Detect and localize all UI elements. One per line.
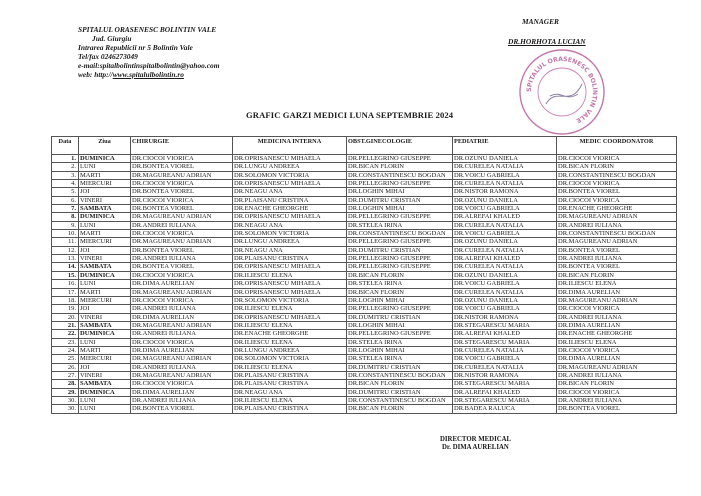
cell-pediatrie: DR.CURELEA NATALIA (453, 263, 557, 271)
cell-obst-ginecologie: DR.PELLEGRINO GIUSEPPE (347, 213, 453, 221)
cell-day: MARTI (79, 230, 131, 238)
cell-pediatrie: DR.STEGARESCU MARIA (453, 380, 557, 388)
table-row (52, 263, 677, 271)
cell-date: 16. (52, 280, 79, 288)
cell-obst-ginecologie: DR.PELLEGRINO GIUSEPPE (347, 238, 453, 246)
cell-pediatrie: DR.VOICU GABRIELA (453, 205, 557, 213)
signature-name: Dr. DIMA AURELIAN (442, 444, 509, 451)
cell-day: MIERCURI (79, 238, 131, 246)
cell-medic-coordonator: DR.CIOCOI VIORICA (557, 388, 677, 396)
cell-medic-coordonator: DR.ENACHE GHEORGHE (557, 330, 677, 338)
table-row (52, 363, 677, 371)
cell-obst-ginecologie: DR.PELLEGRINO GIUSEPPE (347, 330, 453, 338)
cell-date: 5. (52, 188, 79, 196)
table-row (52, 313, 677, 321)
cell-date: 9. (52, 221, 79, 229)
cell-obst-ginecologie: DR.STELEA IRINA (347, 355, 453, 363)
cell-pediatrie: DR.CURELEA NATALIA (453, 180, 557, 188)
cell-pediatrie: DR.BADEA RALUCA (453, 405, 557, 413)
cell-chirurgie: DR.ANDREI IULIANA (131, 255, 233, 263)
cell-day: MIERCURI (79, 355, 131, 363)
cell-pediatrie: DR.OZUNU DANIELA (453, 196, 557, 204)
cell-pediatrie: DR.OZUNU DANIELA (453, 238, 557, 246)
cell-medicina-interna: DR.SOLOMON VICTORIA (233, 296, 347, 304)
table-row (52, 188, 677, 196)
table-row (52, 388, 677, 396)
cell-medicina-interna: DR.OPRISANESCU MIHAELA (233, 263, 347, 271)
table-row (52, 196, 677, 204)
cell-chirurgie: DR.BONTEA VIOREL (131, 163, 233, 171)
table-row (52, 346, 677, 354)
cell-medic-coordonator: DR.BONTEA VIOREL (557, 263, 677, 271)
cell-date: 25. (52, 355, 79, 363)
cell-day: SAMBATA (79, 321, 131, 329)
table-row (52, 330, 677, 338)
cell-obst-ginecologie: DR.DUMITRU CRISTIAN (347, 313, 453, 321)
cell-medic-coordonator: DR.MAGUREANU ADRIAN (557, 296, 677, 304)
cell-medicina-interna: DR.ILIESCU ELENA (233, 396, 347, 404)
cell-medic-coordonator: DR.MAGUREANU ADRIAN (557, 363, 677, 371)
cell-pediatrie: DR.OZUNU DANIELA (453, 155, 557, 163)
header-chirurgie: CHIRURGIE (131, 137, 233, 155)
cell-date: 19. (52, 305, 79, 313)
cell-medicina-interna: DR.ILIESCU ELENA (233, 271, 347, 279)
header-obst-ginecologie: OBST.GINECOLOGIE (347, 137, 453, 155)
cell-obst-ginecologie: DR.PELLEGRINO GIUSEPPE (347, 180, 453, 188)
cell-obst-ginecologie: DR.PELLEGRINO GIUSEPPE (347, 255, 453, 263)
cell-medicina-interna: DR.PLAISANU CRISTINA (233, 196, 347, 204)
cell-medic-coordonator: DR.CIOCOI VIORICA (557, 196, 677, 204)
stamp-text: SPITALUL ORASENESC BOLINTIN VALE (525, 55, 599, 125)
cell-day: LUNI (79, 221, 131, 229)
cell-medic-coordonator: DR.CIOCOI VIORICA (557, 180, 677, 188)
cell-medic-coordonator: DR.CIOCOI VIORICA (557, 346, 677, 354)
cell-day: LUNI (79, 396, 131, 404)
table-header-row (52, 137, 677, 155)
cell-day: SAMBATA (79, 263, 131, 271)
header-data: Data (52, 137, 79, 155)
cell-medic-coordonator: DR.ILIESCU ELENA (557, 280, 677, 288)
cell-day: SAMBATA (79, 205, 131, 213)
table-row (52, 371, 677, 379)
schedule-table (51, 136, 677, 414)
table-row (52, 396, 677, 404)
table-row (52, 355, 677, 363)
cell-medic-coordonator: DR.ANDREI IULIANA (557, 396, 677, 404)
cell-pediatrie: DR.CURELEA NATALIA (453, 363, 557, 371)
cell-chirurgie: DR.MAGUREANU ADRIAN (131, 321, 233, 329)
cell-obst-ginecologie: DR.BICAN FLORIN (347, 288, 453, 296)
header-medic-coordonator: MEDIC COORDONATOR (557, 137, 677, 155)
cell-chirurgie: DR.MAGUREANU ADRIAN (131, 355, 233, 363)
cell-day: DUMINICA (79, 330, 131, 338)
cell-medicina-interna: DR.ILIESCU ELENA (233, 338, 347, 346)
cell-medicina-interna: DR.OPRISANESCU MIHAELA (233, 213, 347, 221)
cell-day: LUNI (79, 338, 131, 346)
cell-chirurgie: DR.CIOCOI VIORICA (131, 180, 233, 188)
cell-chirurgie: DR.CIOCOI VIORICA (131, 380, 233, 388)
cell-pediatrie: DR.VOICU GABRIELA (453, 171, 557, 179)
cell-pediatrie: DR.VOICU GABRIELA (453, 355, 557, 363)
table-row (52, 171, 677, 179)
cell-medicina-interna: DR.ILIESCU ELENA (233, 363, 347, 371)
cell-chirurgie: DR.CIOCOI VIORICA (131, 338, 233, 346)
cell-medicina-interna: DR.SOLOMON VICTORIA (233, 171, 347, 179)
cell-pediatrie: DR.OZUNU DANIELA (453, 271, 557, 279)
cell-date: 15. (52, 271, 79, 279)
table-row (52, 205, 677, 213)
cell-date: 12. (52, 246, 79, 254)
cell-day: VINERI (79, 371, 131, 379)
cell-obst-ginecologie: DR.LOGHIN MIHAI (347, 205, 453, 213)
cell-pediatrie: DR.CURELEA NATALIA (453, 221, 557, 229)
header-pediatrie: PEDIATRIE (453, 137, 557, 155)
cell-medicina-interna: DR.PLAISANU CRISTINA (233, 380, 347, 388)
table-row (52, 230, 677, 238)
cell-date: 28. (52, 380, 79, 388)
table-row (52, 321, 677, 329)
cell-medicina-interna: DR.PLAISANU CRISTINA (233, 371, 347, 379)
cell-medicina-interna: DR.OPRISANESCU MIHAELA (233, 288, 347, 296)
table-row (52, 246, 677, 254)
cell-medicina-interna: DR.NEAGU ANA (233, 246, 347, 254)
cell-date: 18. (52, 296, 79, 304)
cell-medic-coordonator: DR.BICAN FLORIN (557, 271, 677, 279)
cell-pediatrie: DR.ALREFAI KHALED (453, 255, 557, 263)
table-row (52, 238, 677, 246)
cell-medic-coordonator: DR.DIMA AURELIAN (557, 321, 677, 329)
table-row (52, 213, 677, 221)
cell-pediatrie: DR.CURELEA NATALIA (453, 288, 557, 296)
cell-date: 21. (52, 321, 79, 329)
cell-day: DUMINICA (79, 388, 131, 396)
header-ziua: Ziua (79, 137, 131, 155)
cell-chirurgie: DR.DIMA AURELIAN (131, 388, 233, 396)
cell-day: SAMBATA (79, 380, 131, 388)
cell-chirurgie: DR.ANDREI IULIANA (131, 363, 233, 371)
cell-pediatrie: DR.NISTOR RAMONA (453, 188, 557, 196)
signature-block (440, 436, 511, 452)
cell-day: VINERI (79, 196, 131, 204)
cell-medicina-interna: DR.NEAGU ANA (233, 188, 347, 196)
cell-medic-coordonator: DR.ANDREI IULIANA (557, 221, 677, 229)
email: e-mail:spitalbolintinspitalbolintin@yahoo.com (78, 60, 220, 70)
cell-day: JOI (79, 188, 131, 196)
cell-medicina-interna: DR.LUNGU ANDREEA (233, 346, 347, 354)
cell-chirurgie: DR.ANDREI IULIANA (131, 396, 233, 404)
cell-obst-ginecologie: DR.DUMITRU CRISTIAN (347, 388, 453, 396)
cell-chirurgie: DR.MAGUREANU ADRIAN (131, 238, 233, 246)
cell-obst-ginecologie: DR.STELEA IRINA (347, 338, 453, 346)
cell-chirurgie: DR.DIMA AURELIAN (131, 346, 233, 354)
cell-obst-ginecologie: DR.LOGHIN MIHAI (347, 346, 453, 354)
cell-medic-coordonator: DR.CIOCOI VIORICA (557, 305, 677, 313)
cell-medicina-interna: DR.ENACHE GHEORGHE (233, 330, 347, 338)
cell-chirurgie: DR.ANDREI IULIANA (131, 305, 233, 313)
header-medicina-interna: MEDICINA INTERNA (233, 137, 347, 155)
cell-medicina-interna: DR.NEAGU ANA (233, 388, 347, 396)
cell-medic-coordonator: DR.ANDREI IULIANA (557, 255, 677, 263)
svg-text:SPITALUL ORASENESC BOLINTIN VA (526, 56, 598, 124)
cell-medicina-interna: DR.ILIESCU ELENA (233, 321, 347, 329)
table-row (52, 405, 677, 413)
cell-medicina-interna: DR.ILIESCU ELENA (233, 305, 347, 313)
cell-medic-coordonator: DR.BONTEA VIOREL (557, 246, 677, 254)
table-row (52, 338, 677, 346)
cell-day: LUNI (79, 280, 131, 288)
cell-day: LUNI (79, 163, 131, 171)
cell-chirurgie: DR.DIMA AURELIAN (131, 280, 233, 288)
cell-chirurgie: DR.CIOCOI VIORICA (131, 196, 233, 204)
web-line (78, 71, 219, 80)
cell-date: 1. (52, 155, 79, 163)
cell-obst-ginecologie: DR.BICAN FLORIN (347, 271, 453, 279)
web-prefix: web: http:// (78, 69, 113, 79)
cell-date: 7. (52, 205, 79, 213)
cell-date: 20. (52, 313, 79, 321)
cell-date: 23. (52, 338, 79, 346)
cell-date: 30. (52, 396, 79, 404)
cell-date: 27. (52, 371, 79, 379)
manager-title: MANAGER (522, 17, 559, 26)
cell-obst-ginecologie: DR.BICAN FLORIN (347, 380, 453, 388)
county: Jud. Giurgiu (92, 33, 132, 43)
cell-day: MIERCURI (79, 180, 131, 188)
cell-day: MIERCURI (79, 296, 131, 304)
cell-obst-ginecologie: DR.PELLEGRINO GIUSEPPE (347, 155, 453, 163)
cell-obst-ginecologie: DR.LOGHIN MIHAI (347, 296, 453, 304)
cell-medic-coordonator: DR.CONSTANTINESCU BOGDAN (557, 171, 677, 179)
cell-medic-coordonator: DR.ANDREI IULIANA (557, 313, 677, 321)
cell-date: 17. (52, 288, 79, 296)
cell-chirurgie: DR.BONTEA VIOREL (131, 405, 233, 413)
cell-date: 22. (52, 330, 79, 338)
cell-obst-ginecologie: DR.CONSTANTINESCU BOGDAN (347, 371, 453, 379)
cell-chirurgie: DR.MAGUREANU ADRIAN (131, 288, 233, 296)
cell-date: 2. (52, 163, 79, 171)
table-row (52, 221, 677, 229)
cell-chirurgie: DR.CIOCOI VIORICA (131, 230, 233, 238)
cell-pediatrie: DR.VOICU GABRIELA (453, 305, 557, 313)
cell-chirurgie: DR.CIOCOI VIORICA (131, 271, 233, 279)
cell-obst-ginecologie: DR.LOGHIN MIHAI (347, 188, 453, 196)
table-row (52, 163, 677, 171)
cell-obst-ginecologie: DR.CONSTANTINESCU BOGDAN (347, 171, 453, 179)
cell-medic-coordonator: DR.MAGUREANU ADRIAN (557, 213, 677, 221)
table-row (52, 155, 677, 163)
cell-medic-coordonator: DR.DIMA AURELIAN (557, 355, 677, 363)
cell-chirurgie: DR.BONTEA VIOREL (131, 188, 233, 196)
signature-title: DIRECTOR MEDICAL (440, 436, 512, 443)
cell-medicina-interna: DR.LUNGU ANDREEA (233, 163, 347, 171)
cell-pediatrie: DR.ALREFAI KHALED (453, 330, 557, 338)
cell-medic-coordonator: DR.DIMA AURELIAN (557, 288, 677, 296)
cell-obst-ginecologie: DR.PELLEGRINO GIUSEPPE (347, 305, 453, 313)
cell-obst-ginecologie: DR.LOGHIN MIHAI (347, 321, 453, 329)
cell-medic-coordonator: DR.MAGUREANU ADRIAN (557, 238, 677, 246)
hospital-header (78, 26, 219, 79)
cell-medicina-interna: DR.SOLOMON VICTORIA (233, 230, 347, 238)
cell-chirurgie: DR.MAGUREANU ADRIAN (131, 171, 233, 179)
cell-pediatrie: DR.OZUNU DANIELA (453, 296, 557, 304)
cell-medic-coordonator: DR.BONTEA VIOREL (557, 188, 677, 196)
cell-date: 24. (52, 346, 79, 354)
cell-obst-ginecologie: DR.CONSTANTINESCU BOGDAN (347, 230, 453, 238)
cell-pediatrie: DR.CURELEA NATALIA (453, 163, 557, 171)
cell-day: LUNI (79, 405, 131, 413)
phone: Tel/fax 0246273049 (78, 51, 138, 61)
cell-date: 3. (52, 171, 79, 179)
cell-chirurgie: DR.DIMA AURELIAN (131, 313, 233, 321)
table-row (52, 280, 677, 288)
cell-pediatrie: DR.STEGARESCU MARIA (453, 321, 557, 329)
cell-pediatrie: DR.STEGARESCU MARIA (453, 396, 557, 404)
table-row (52, 296, 677, 304)
cell-chirurgie: DR.MAGUREANU ADRIAN (131, 213, 233, 221)
cell-medicina-interna: DR.PLAISANU CRISTINA (233, 255, 347, 263)
cell-date: 30. (52, 405, 79, 413)
cell-chirurgie: DR.BONTEA VIOREL (131, 263, 233, 271)
hospital-stamp (516, 46, 608, 138)
table-row (52, 305, 677, 313)
cell-chirurgie: DR.BONTEA VIOREL (131, 205, 233, 213)
cell-day: MARTI (79, 346, 131, 354)
cell-medicina-interna: DR.ENACHE GHEORGHE (233, 205, 347, 213)
cell-pediatrie: DR.ALREFAI KHALED (453, 213, 557, 221)
cell-medicina-interna: DR.SOLOMON VICTORIA (233, 355, 347, 363)
cell-pediatrie: DR.CURELEA NATALIA (453, 246, 557, 254)
cell-chirurgie: DR.ANDREI IULIANA (131, 221, 233, 229)
cell-pediatrie: DR.VOICU GABRIELA (453, 230, 557, 238)
cell-obst-ginecologie: DR.DUMITRU CRISTIAN (347, 363, 453, 371)
cell-day: JOI (79, 246, 131, 254)
cell-obst-ginecologie: DR.STELEA IRINA (347, 280, 453, 288)
cell-date: 6. (52, 196, 79, 204)
cell-medic-coordonator: DR.BICAN FLORIN (557, 163, 677, 171)
cell-day: VINERI (79, 313, 131, 321)
hospital-name: SPITALUL ORASENESC BOLINTIN VALE (78, 25, 217, 34)
table-row (52, 271, 677, 279)
cell-medicina-interna: DR.NEAGU ANA (233, 221, 347, 229)
cell-date: 8. (52, 213, 79, 221)
cell-day: MARTI (79, 288, 131, 296)
cell-pediatrie: DR.NISTOR RAMONA (453, 313, 557, 321)
cell-chirurgie: DR.BONTEA VIOREL (131, 246, 233, 254)
cell-date: 14. (52, 263, 79, 271)
cell-medicina-interna: DR.OPRISANESCU MIHAELA (233, 155, 347, 163)
cell-obst-ginecologie: DR.DUMITRU CRISTIAN (347, 246, 453, 254)
cell-day: JOI (79, 363, 131, 371)
cell-obst-ginecologie: DR.DUMITRU CRISTIAN (347, 196, 453, 204)
cell-medic-coordonator: DR.ANDREI IULIANA (557, 371, 677, 379)
cell-date: 13. (52, 255, 79, 263)
cell-chirurgie: DR.MAGUREANU ADRIAN (131, 371, 233, 379)
cell-obst-ginecologie: DR.CONSTANTINESCU BOGDAN (347, 396, 453, 404)
cell-chirurgie: DR.ANDREI IULIANA (131, 330, 233, 338)
cell-chirurgie: DR.CIOCOI VIORICA (131, 155, 233, 163)
table-row (52, 380, 677, 388)
cell-date: 26. (52, 363, 79, 371)
cell-medic-coordonator: DR.CONSTANTINESCU BOGDAN (557, 230, 677, 238)
cell-medic-coordonator: DR.ENACHE GHEORGHE (557, 205, 677, 213)
table-row (52, 288, 677, 296)
cell-pediatrie: DR.STEGARESCU MARIA (453, 338, 557, 346)
cell-day: VINERI (79, 255, 131, 263)
page-title: GRAFIC GARZI MEDICI LUNA SEPTEMBRIE 2024 (246, 110, 454, 120)
cell-pediatrie: DR.VOICU GABRIELA (453, 280, 557, 288)
cell-medicina-interna: DR.OPRISANESCU MIHAELA (233, 280, 347, 288)
cell-medic-coordonator: DR.BONTEA VIOREL (557, 405, 677, 413)
cell-date: 4. (52, 180, 79, 188)
cell-obst-ginecologie: DR.BICAN FLORIN (347, 405, 453, 413)
address: Intrarea Republicii nr 5 Bolintin Vale (78, 42, 193, 52)
cell-pediatrie: DR.ALREFAI KHALED (453, 388, 557, 396)
cell-obst-ginecologie: DR.STELEA IRINA (347, 221, 453, 229)
cell-medic-coordonator: DR.ILIESCU ELENA (557, 338, 677, 346)
manager-block (508, 17, 586, 46)
cell-day: MARTI (79, 171, 131, 179)
cell-medicina-interna: DR.OPRISANESCU MIHAELA (233, 313, 347, 321)
cell-medic-coordonator: DR.BICAN FLORIN (557, 380, 677, 388)
cell-pediatrie: DR.NISTOR RAMONA (453, 371, 557, 379)
cell-date: 10. (52, 230, 79, 238)
cell-pediatrie: DR.CURELEA NATALIA (453, 346, 557, 354)
cell-date: 11. (52, 238, 79, 246)
cell-medic-coordonator: DR.CIOCOI VIORICA (557, 155, 677, 163)
cell-day: DUMINICA (79, 271, 131, 279)
cell-obst-ginecologie: DR.BICAN FLORIN (347, 163, 453, 171)
cell-day: DUMINICA (79, 213, 131, 221)
cell-day: DUMINICA (79, 155, 131, 163)
table-row (52, 255, 677, 263)
web-link[interactable]: www.spitalulbolintin.ro (112, 69, 184, 79)
cell-chirurgie: DR.CIOCOI VIORICA (131, 296, 233, 304)
manager-name: DR.HORHOTA LUCIAN (508, 37, 586, 46)
cell-obst-ginecologie: DR.PELLEGRINO GIUSEPPE (347, 263, 453, 271)
cell-medicina-interna: DR.PLAISANU CRISTINA (233, 405, 347, 413)
cell-medicina-interna: DR.LUNGU ANDREEA (233, 238, 347, 246)
cell-day: JOI (79, 305, 131, 313)
cell-medicina-interna: DR.OPRISANESCU MIHAELA (233, 180, 347, 188)
cell-date: 29. (52, 388, 79, 396)
table-row (52, 180, 677, 188)
